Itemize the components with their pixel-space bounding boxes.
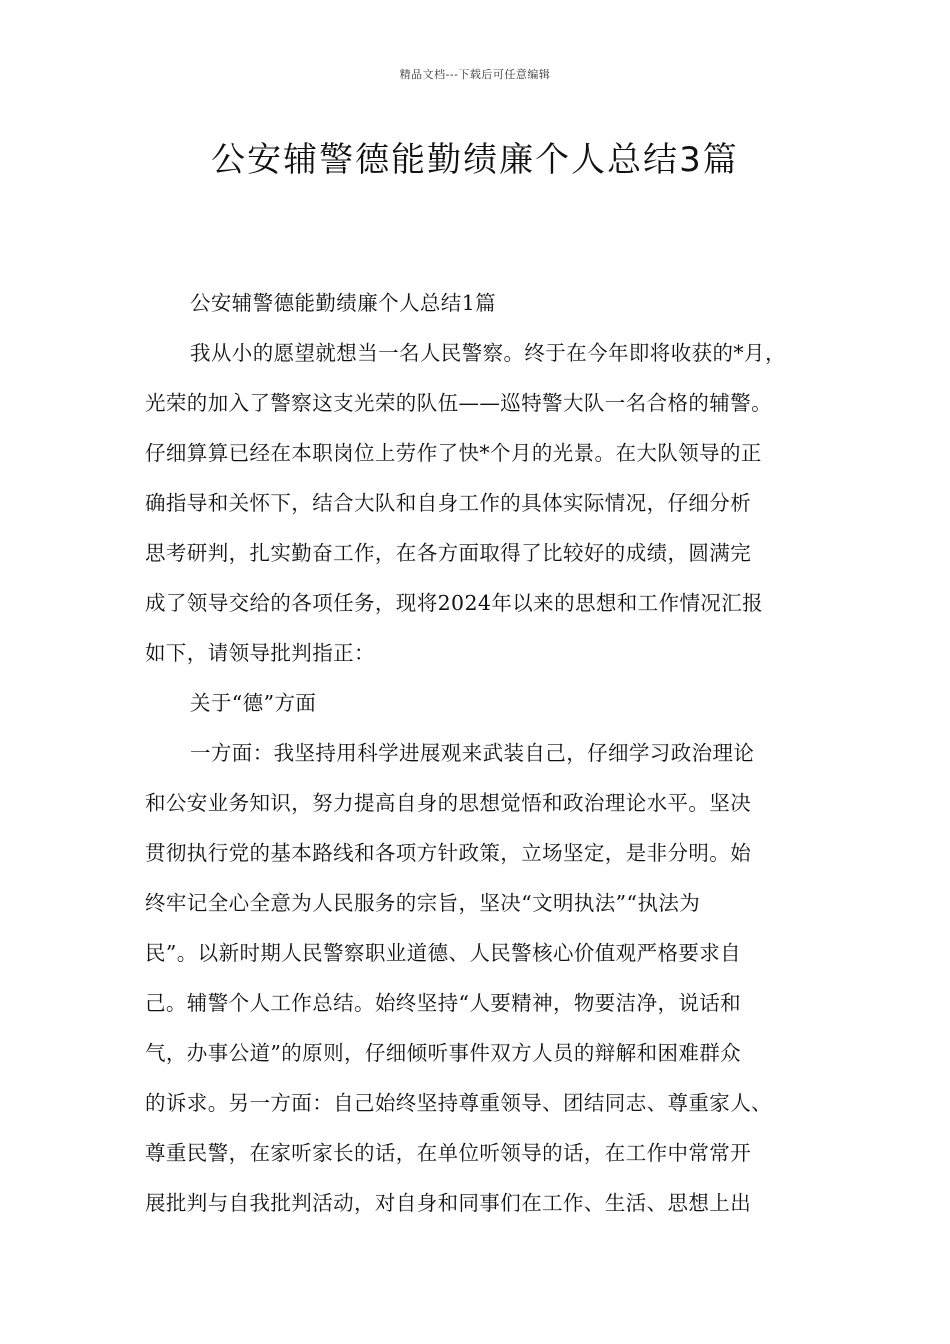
text-line: 成了领导交给的各项任务，现将2024年以来的思想和工作情况汇报 [145, 591, 764, 615]
document-body [145, 278, 835, 1228]
text-line: 一方面：我坚持用科学进展观来武装自己，仔细学习政治理论 [190, 741, 755, 765]
text-line: 我从小的愿望就想当一名人民警察。终于在今年即将收获的*月， [190, 341, 786, 365]
text-line: 如下，请领导批判指正： [145, 641, 375, 665]
text-line: 确指导和关怀下，结合大队和自身工作的具体实际情况，仔细分析 [145, 491, 752, 515]
paragraph-1 [145, 328, 835, 678]
text-line: 终牢记全心全意为人民服务的宗旨，坚决“文明执法”“执法为 [145, 891, 701, 915]
section-heading: 公安辅警德能勤绩廉个人总结1篇 [190, 291, 497, 315]
text-line: 尊重民警，在家听家长的话，在单位听领导的话，在工作中常常开 [145, 1141, 752, 1165]
header-note: 精品文档---下载后可任意编辑 [399, 68, 551, 81]
text-line: 民”。以新时期人民警察职业道德、人民警核心价值观严格要求自 [145, 941, 742, 965]
text-line: 仔细算算已经在本职岗位上劳作了快*个月的光景。在大队领导的正 [145, 441, 762, 465]
text-line: 思考研判，扎实勤奋工作，在各方面取得了比较好的成绩，圆满完 [145, 541, 752, 565]
text-line: 的诉求。另一方面：自己始终坚持尊重领导、团结同志、尊重家人、 [145, 1091, 772, 1115]
text-line: 己。辅警个人工作总结。始终坚持“人要精神，物要洁净，说话和 [145, 991, 742, 1015]
document-title: 公安辅警德能勤绩廉个人总结3篇 [211, 140, 739, 180]
paragraph-2 [145, 728, 835, 1228]
subheading-de: 关于“德”方面 [190, 691, 317, 715]
text-line: 展批判与自我批判活动，对自身和同事们在工作、生活、思想上出 [145, 1191, 752, 1215]
text-line: 光荣的加入了警察这支光荣的队伍——巡特警大队一名合格的辅警。 [145, 391, 772, 415]
text-line: 贯彻执行党的基本路线和各项方针政策，立场坚定，是非分明。始 [145, 841, 752, 865]
text-line: 气，办事公道”的原则，仔细倾听事件双方人员的辩解和困难群众 [145, 1041, 742, 1065]
text-line: 和公安业务知识，努力提高自身的思想觉悟和政治理论水平。坚决 [145, 791, 752, 815]
